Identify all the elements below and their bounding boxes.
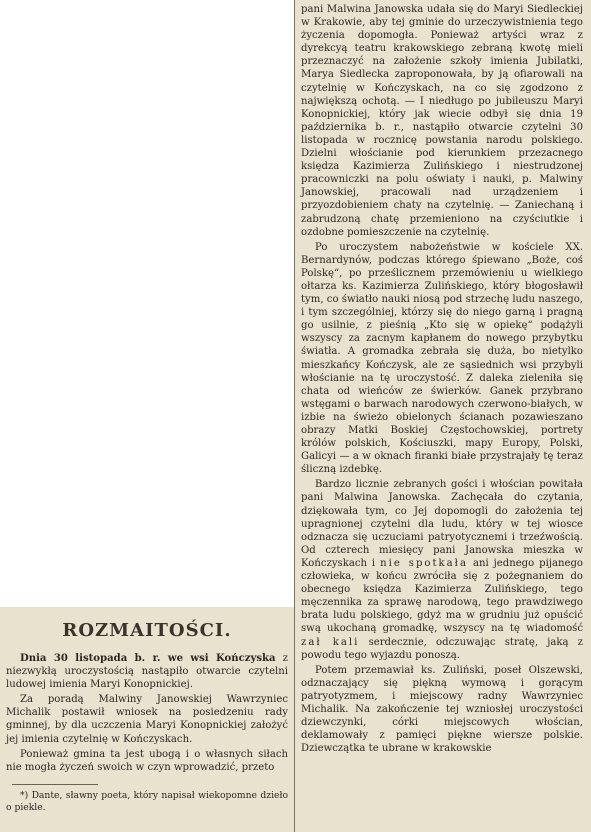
column-divider bbox=[294, 0, 295, 832]
text-run: z niezwykłą uroczystością nastąpiło otwarcie czytelni ludowej imienia Maryi Konopnickiej. bbox=[6, 653, 288, 691]
lead-text: Dnia 30 listopada b. r. we wsi Kończyska bbox=[20, 653, 276, 664]
paragraph: Potem przemawiał ks. Zuliński, poseł Olszewski, odznaczający się piękną wymową i gorącym patryotyzmem, i miejscowy radny Wawrzyniec Michalik. Na zakończenie tej wzniosłej uroczystości dziewczynki, córki miejscowych włościan, deklamowały z pamięci piękne wiersze polskie. Dziewczątka te ubrane w krakowskie bbox=[301, 664, 583, 755]
footnote: *) Dante, sławny poeta, który napisał wiekopomne dzieło o piekle. bbox=[6, 789, 288, 813]
paragraph: Ponieważ gmina ta jest ubogą i o własnych siłach nie mogła życzeń swoich w czyn wprowadzić, przeto bbox=[6, 748, 288, 773]
section-heading: ROZMAITOŚCI. bbox=[62, 620, 232, 641]
paragraph bbox=[6, 652, 288, 691]
paragraph: Za poradą Malwiny Janowskiej Wawrzyniec Michalik postawił wniosek na posiedzeniu rady gminnej, by dla uczczenia Maryi Konopnickiej założyć jej imienia czytelnię w Kończyskach. bbox=[6, 694, 288, 745]
paragraph: Po uroczystem nabożeństwie w kościele XX. Bernardynów, podczas którego śpiewano „Boże, coś Polskę“, po prześlicznem przemówieniu u wielkiego ołtarza ks. Kazimierza Zulińskiego, który błogosławił tym, co światło nauki niosą pod strzechę ludu naszego, i tym szczególniej, którzy się do niego garną i pragną go usilnie, z pieśnią „Kto się w opiekę“ podążyli wszyscy za zacnym kapłanem do nowego przybytku światła. A gromadka zebrała się duża, bo nietylko mieszkańcy Kończysk, ale ze sąsiednich wsi przybyli włościanie na tę uroczystość. Z daleka zieleniła się chata od wieńców ze świerków. Ganek przybrano wstęgami o barwach narodowych czerwono-białych, w izbie na świeżo obielonych ścianach pozawieszano obrazy Matki Boskiej Częstochowskiej, portrety królów polskich, Kościuszki, mapy Europy, Polski, Galicyi — a w oknach firanki białe przystrajały tę teraz śliczną izdebkę. bbox=[301, 241, 583, 476]
footnote-rule bbox=[12, 784, 98, 785]
paragraph: pani Malwina Janowska udała się do Maryi Siedleckiej w Krakowie, aby tej gminie do urzeczywistnienia tego życzenia dopomogła. Ponieważ artyści wraz z dyrekcyą teatru krakowskiego zebraną kwotę mieli przeznaczyć na założenie szkoły imienia Jubilatki, Marya Siedlecka zaproponowała, by ją ofiarowali na czytelnię w Kończyskach, na co się zgodzono z największą ochotą. — I niedługo po jubileuszu Maryi Konopnickiej, który jak wiecie odbył się dnia 19 października b. r., nastąpiło otwarcie czytelni 30 listopada w rocznicę powstania narodu polskiego. Dzielni włościanie pod kierunkiem przezacnego księdza Kazimierza Zulińskiego i niestrudzonej pracowniczki na polu oświaty i nauki, p. Malwiny Janowskiej, pracowali nad urządzeniem i przyozdobieniem chaty na czytelnię. — Zaniechaną i zabrudzoną chatę przemieniono na czyściutkie i ozdobne pomieszczenie na czytelnię. bbox=[301, 4, 583, 238]
left-column bbox=[6, 620, 288, 814]
right-column bbox=[301, 3, 583, 755]
text-run: Bardzo licznie zebranych gości i włościan powitała pani Malwina Janowska. Zachęcała do czytania, dziękowała tym, co Jej dopomogli do założenia tej upragnionej czytelni dla ludu, który w tej wiosce odznacza się uczuciami patryotycznemi i trzeźwością. Od czterech miesięcy pani Janowska mieszka w Kończyskach i bbox=[301, 479, 583, 569]
blank-area bbox=[0, 0, 295, 607]
spaced-text: nie spotkała bbox=[380, 557, 468, 569]
paragraph bbox=[301, 478, 583, 661]
spaced-text: zał kali bbox=[301, 636, 360, 648]
text-run: ani jednego pijanego człowieka, w końcu zwróciła się z pożegnaniem do obecnego księdza Kazimierza Zulińskiego, tego męczennika za sprawę narodową, tego prawdziwego brata ludu polskiego, gdyż ma w grudniu już opuścić swą ukochaną gromadkę, wszyscy na tę wiadomość bbox=[301, 557, 583, 635]
text-run: serdecznie, odczuwając stratę, jaką z powodu tego wyjazdu ponoszą. bbox=[301, 636, 583, 661]
